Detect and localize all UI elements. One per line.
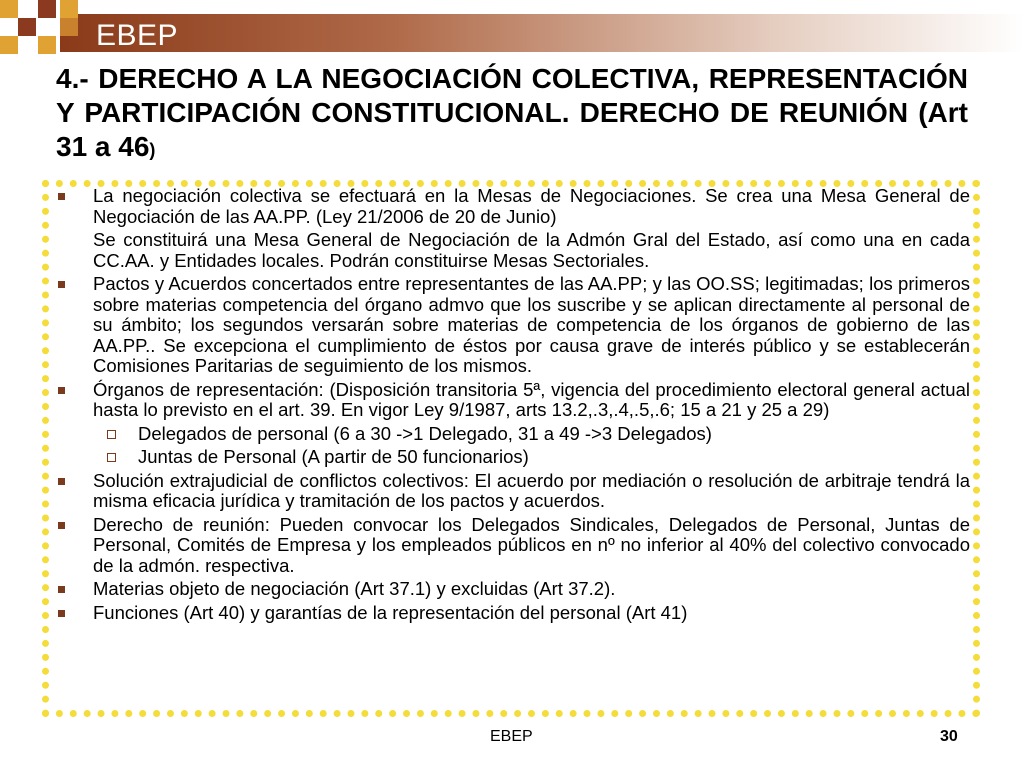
- content-body: [56, 186, 970, 626]
- list-item: [56, 603, 970, 624]
- square-bullet-icon: [58, 281, 65, 288]
- list-item: [56, 579, 970, 600]
- list-item: [56, 471, 970, 512]
- list-item: [56, 515, 970, 577]
- decorative-square: [60, 0, 78, 18]
- sub-list-item-text: Juntas de Personal (A partir de 50 funcionarios): [138, 446, 529, 467]
- square-bullet-icon: [58, 586, 65, 593]
- decorative-square: [18, 18, 36, 36]
- header-brand: EBEP: [96, 19, 179, 52]
- list-item-text: La negociación colectiva se efectuará en la Mesas de Negociaciones. Se crea una Mesa General de Negociación de las AA.PP. (Ley 21/2006 de 20 de Junio): [93, 185, 970, 227]
- list-item: [56, 186, 970, 227]
- list-item-text: Pactos y Acuerdos concertados entre representantes de las AA.PP; y las OO.SS; legitimadas; los primeros sobre materias competencia del órgano admvo que los suscribe y se aplican directamente al personal de su ámbito; los segundos versarán sobre materias de competencia de los órganos de gobierno de las AA.PP.. Se excepciona el cumplimiento de éstos por causa grave de interés público y se establecerán Comisiones Paritarias de seguimiento de los mismos.: [93, 273, 970, 376]
- hollow-square-bullet-icon: [107, 453, 116, 462]
- slide-title-main: 4.- DERECHO A LA NEGOCIACIÓN COLECTIVA, REPRESENTACIÓN Y PARTICIPACIÓN CONSTITUCIONAL. DERECHO DE REUNIÓN (Art 31 a 46: [56, 63, 968, 162]
- slide-title-end: ): [149, 140, 156, 160]
- slide-title: [56, 62, 968, 167]
- page-number: 30: [940, 728, 958, 745]
- decorative-square: [60, 18, 78, 36]
- header-bar: [60, 14, 1024, 52]
- square-bullet-icon: [58, 522, 65, 529]
- decorative-square: [38, 0, 56, 18]
- footer-label: EBEP: [490, 728, 533, 745]
- sub-list-item: [56, 447, 970, 468]
- list-item-continuation: [56, 230, 970, 271]
- list-item-text: Solución extrajudicial de conflictos colectivos: El acuerdo por mediación o resolución de arbitraje tendrá la misma eficacia jurídica y tramitación de los pactos y acuerdos.: [93, 469, 970, 511]
- square-bullet-icon: [58, 610, 65, 617]
- list-item-text: Derecho de reunión: Pueden convocar los Delegados Sindicales, Delegados de Personal, Juntas de Personal, Comités de Empresa y los empleados públicos en nº no inferior al 40% del colectivo convocado de la admón. respectiva.: [93, 513, 970, 576]
- list-item-text: Se constituirá una Mesa General de Negociación de la Admón Gral del Estado, así como una en cada CC.AA. y Entidades locales. Podrán constituirse Mesas Sectoriales.: [93, 229, 970, 271]
- square-bullet-icon: [58, 193, 65, 200]
- sub-list-item-text: Delegados de personal (6 a 30 ->1 Delegado, 31 a 49 ->3 Delegados): [138, 422, 712, 444]
- list-item-text: Funciones (Art 40) y garantías de la representación del personal (Art 41): [93, 601, 688, 623]
- decorative-square: [0, 36, 18, 54]
- list-item: [56, 274, 970, 377]
- list-item: [56, 380, 970, 421]
- hollow-square-bullet-icon: [107, 430, 116, 439]
- square-bullet-icon: [58, 387, 65, 394]
- decorative-square: [38, 36, 56, 54]
- decorative-square: [0, 0, 18, 18]
- list-item-text: Materias objeto de negociación (Art 37.1) y excluidas (Art 37.2).: [93, 578, 616, 599]
- square-bullet-icon: [58, 478, 65, 485]
- sub-list-item: [56, 424, 970, 445]
- list-item-text: Órganos de representación: (Disposición transitoria 5ª, vigencia del procedimiento electoral general actual hasta lo previsto en el art. 39. En vigor Ley 9/1987, arts 13.2,.3,.4,.5,.6; 15 a 21 y 25 a 29): [93, 378, 970, 420]
